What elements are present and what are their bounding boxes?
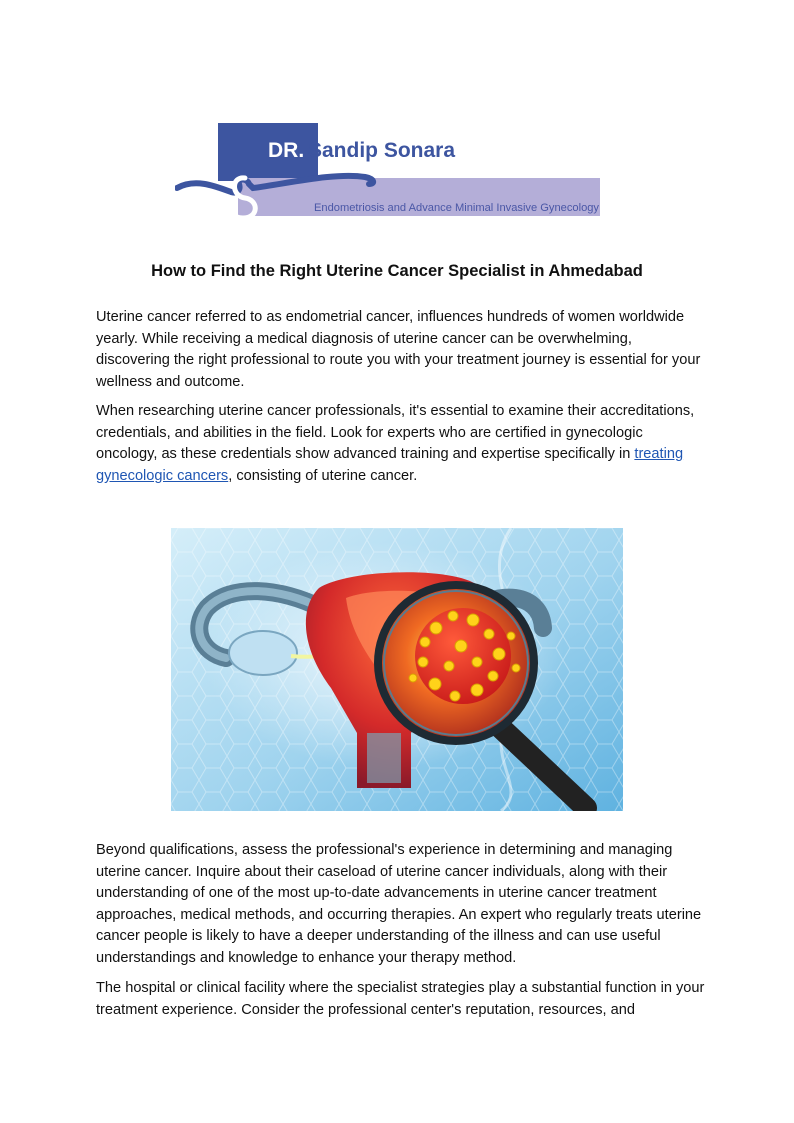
page-title: How to Find the Right Uterine Cancer Specialist in Ahmedabad <box>151 262 643 280</box>
paragraph-intro: Uterine cancer referred to as endometrial cancer, influences hundreds of women worldwide yearly. While receiving a medical diagnosis of uterine cancer can be overwhelming, discovering the right professional to route you with your treatment journey is essential for your wellness and outcome. <box>96 309 701 390</box>
clinic-logo <box>175 120 605 225</box>
logo-prefix: DR. <box>268 139 305 162</box>
paragraph-credentials-text-end: , consisting of uterine cancer. <box>228 467 418 484</box>
treating-gynecologic-cancers-link[interactable]: treating gynecologic cancers <box>96 446 684 484</box>
paragraph-credentials <box>96 401 708 487</box>
logo-name: Sandip Sonara <box>308 139 456 162</box>
paragraph-credentials-text: When researching uterine cancer professionals, it's essential to examine their accreditations, credentials, and abilities in the field. Look for experts who are certified in gynecologic oncology, as these credentials show advanced training and expertise specifically in <box>96 403 695 463</box>
uterine-cancer-illustration <box>171 528 623 811</box>
paragraph-facility: The hospital or clinical facility where the specialist strategies play a substantial function in your treatment experience. Consider the professional center's reputation, resources, and <box>96 980 705 1018</box>
paragraph-experience: Beyond qualifications, assess the professional's experience in determining and managing uterine cancer. Inquire about their caseload of uterine cancer individuals, along with their understanding of one of the most up-to-date advancements in uterine cancer treatment approaches, medical methods, and occurring therapies. An expert who regularly treats uterine cancer people is likely to have a deeper understanding of the illness and can use useful understandings and knowledge to enhance your therapy method. <box>96 842 702 966</box>
logo-tagline: Endometriosis and Advance Minimal Invasive Gynecology <box>314 202 600 214</box>
